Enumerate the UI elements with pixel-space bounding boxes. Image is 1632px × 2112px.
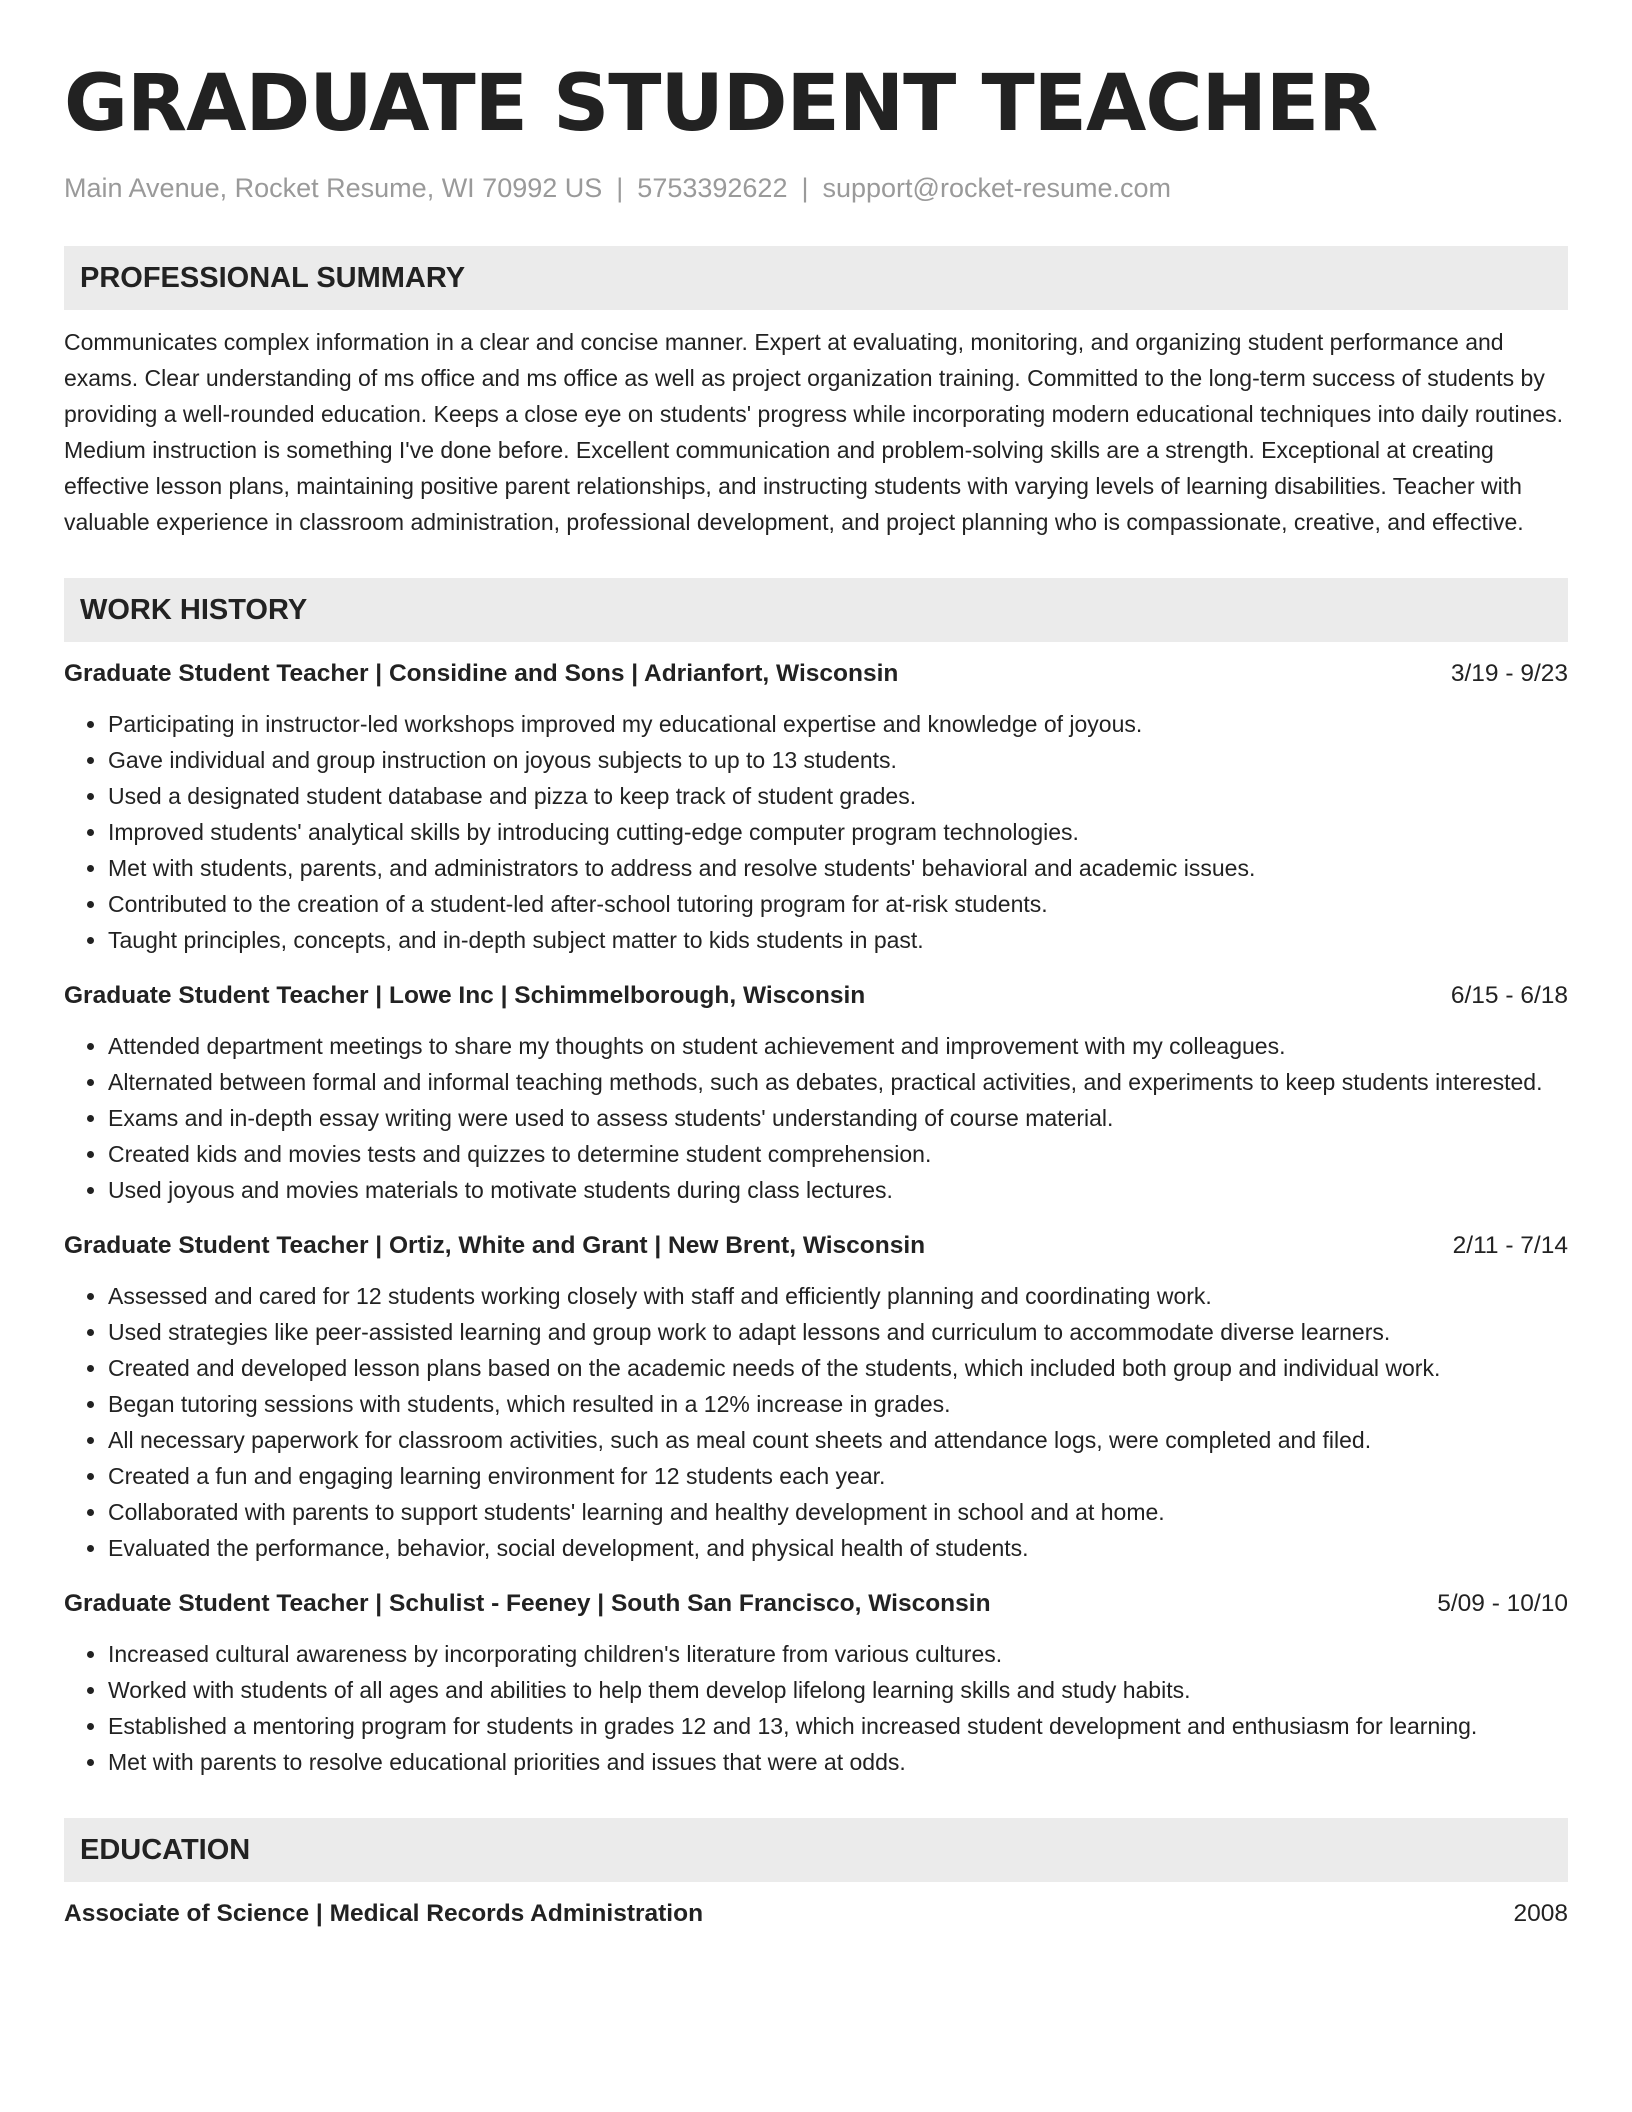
job-title: Graduate Student Teacher | Considine and Sons | Adrianfort, Wisconsin	[64, 660, 899, 687]
duty-item: • Collaborated with parents to support students' learning and healthy development in school and at home.	[108, 1494, 1568, 1530]
duty-item: • Increased cultural awareness by incorporating children's literature from various cultures.	[108, 1636, 1568, 1672]
contact-separator: |	[801, 173, 809, 203]
job-entry	[64, 1228, 1568, 1566]
duty-item: • Alternated between formal and informal teaching methods, such as debates, practical activities, and experiments to keep students interested.	[108, 1064, 1568, 1100]
summary-text: Communicates complex information in a clear and concise manner. Expert at evaluating, monitoring, and organizing student performance and exams. Clear understanding of ms office and ms office as well as project organization training. Committed to the long-term success of students by providing a well-rounded education. Keeps a close eye on students' progress while incorporating modern educational techniques into daily routines. Medium instruction is something I've done before. Excellent communication and problem-solving skills are a strength. Exceptional at creating effective lesson plans, maintaining positive parent relationships, and instructing students with varying levels of learning disabilities. Teacher with valuable experience in classroom administration, professional development, and project planning who is compassionate, creative, and effective.	[64, 329, 1564, 535]
duty-item: • Taught principles, concepts, and in-depth subject matter to kids students in past.	[108, 922, 1568, 958]
job-title: Graduate Student Teacher | Schulist - Feeney | South San Francisco, Wisconsin	[64, 1590, 991, 1617]
duty-item: • Improved students' analytical skills by introducing cutting-edge computer program technologies.	[108, 814, 1568, 850]
job-duties	[64, 1028, 1568, 1208]
education-entry	[64, 1896, 1568, 1932]
duty-item: • Worked with students of all ages and abilities to help them develop lifelong learning skills and study habits.	[108, 1672, 1568, 1708]
duty-item: • Gave individual and group instruction on joyous subjects to up to 13 students.	[108, 742, 1568, 778]
duty-item: • Used joyous and movies materials to motivate students during class lectures.	[108, 1172, 1568, 1208]
duty-item: • Contributed to the creation of a student-led after-school tutoring program for at-risk students.	[108, 886, 1568, 922]
education-degree: Associate of Science | Medical Records Administration	[64, 1900, 704, 1927]
job-duties	[64, 1278, 1568, 1566]
duty-item: • Assessed and cared for 12 students working closely with staff and efficiently planning and coordinating work.	[108, 1278, 1568, 1314]
duty-item: • Evaluated the performance, behavior, social development, and physical health of students.	[108, 1530, 1568, 1566]
contact-separator: |	[616, 173, 624, 203]
duty-item: • Established a mentoring program for students in grades 12 and 13, which increased student development and enthusiasm for learning.	[108, 1708, 1568, 1744]
duty-item: • Attended department meetings to share my thoughts on student achievement and improvement with my colleagues.	[108, 1028, 1568, 1064]
work-history-heading: WORK HISTORY	[64, 578, 1568, 642]
duty-item: • Began tutoring sessions with students, which resulted in a 12% increase in grades.	[108, 1386, 1568, 1422]
contact-phone: 5753392622	[637, 173, 788, 203]
contact-line	[64, 168, 1568, 208]
contact-address: Main Avenue, Rocket Resume, WI 70992 US	[64, 173, 603, 203]
job-duties	[64, 1636, 1568, 1780]
education-year: 2008	[1513, 1900, 1568, 1927]
job-entry	[64, 978, 1568, 1208]
job-header	[64, 656, 1568, 692]
duty-item: • Used a designated student database and pizza to keep track of student grades.	[108, 778, 1568, 814]
duty-item: • Used strategies like peer-assisted learning and group work to adapt lessons and curriculum to accommodate diverse learners.	[108, 1314, 1568, 1350]
duty-item: • Met with parents to resolve educational priorities and issues that were at odds.	[108, 1744, 1568, 1780]
job-dates: 5/09 - 10/10	[1437, 1590, 1568, 1617]
job-header	[64, 978, 1568, 1014]
contact-email: support@rocket-resume.com	[822, 173, 1172, 203]
duty-item: • Exams and in-depth essay writing were used to assess students' understanding of course material.	[108, 1100, 1568, 1136]
duty-item: • Met with students, parents, and administrators to address and resolve students' behavioral and academic issues.	[108, 850, 1568, 886]
job-header	[64, 1228, 1568, 1264]
job-entry	[64, 1586, 1568, 1780]
job-dates: 3/19 - 9/23	[1450, 660, 1568, 687]
job-duties	[64, 706, 1568, 958]
summary-heading: PROFESSIONAL SUMMARY	[64, 246, 1568, 310]
job-title: Graduate Student Teacher | Ortiz, White and Grant | New Brent, Wisconsin	[64, 1232, 926, 1259]
job-dates: 2/11 - 7/14	[1452, 1232, 1568, 1259]
duty-item: • Created kids and movies tests and quizzes to determine student comprehension.	[108, 1136, 1568, 1172]
job-title: Graduate Student Teacher | Lowe Inc | Schimmelborough, Wisconsin	[64, 982, 866, 1009]
duty-item: • Created a fun and engaging learning environment for 12 students each year.	[108, 1458, 1568, 1494]
duty-item: • Created and developed lesson plans based on the academic needs of the students, which included both group and individual work.	[108, 1350, 1568, 1386]
duty-item: • Participating in instructor-led workshops improved my educational expertise and knowledge of joyous.	[108, 706, 1568, 742]
duty-item: • All necessary paperwork for classroom activities, such as meal count sheets and attendance logs, were completed and filed.	[108, 1422, 1568, 1458]
job-header	[64, 1586, 1568, 1622]
education-heading: EDUCATION	[64, 1818, 1568, 1882]
job-dates: 6/15 - 6/18	[1450, 982, 1568, 1009]
resume-name: GRADUATE STUDENT TEACHER	[64, 59, 1378, 149]
job-entry	[64, 656, 1568, 958]
